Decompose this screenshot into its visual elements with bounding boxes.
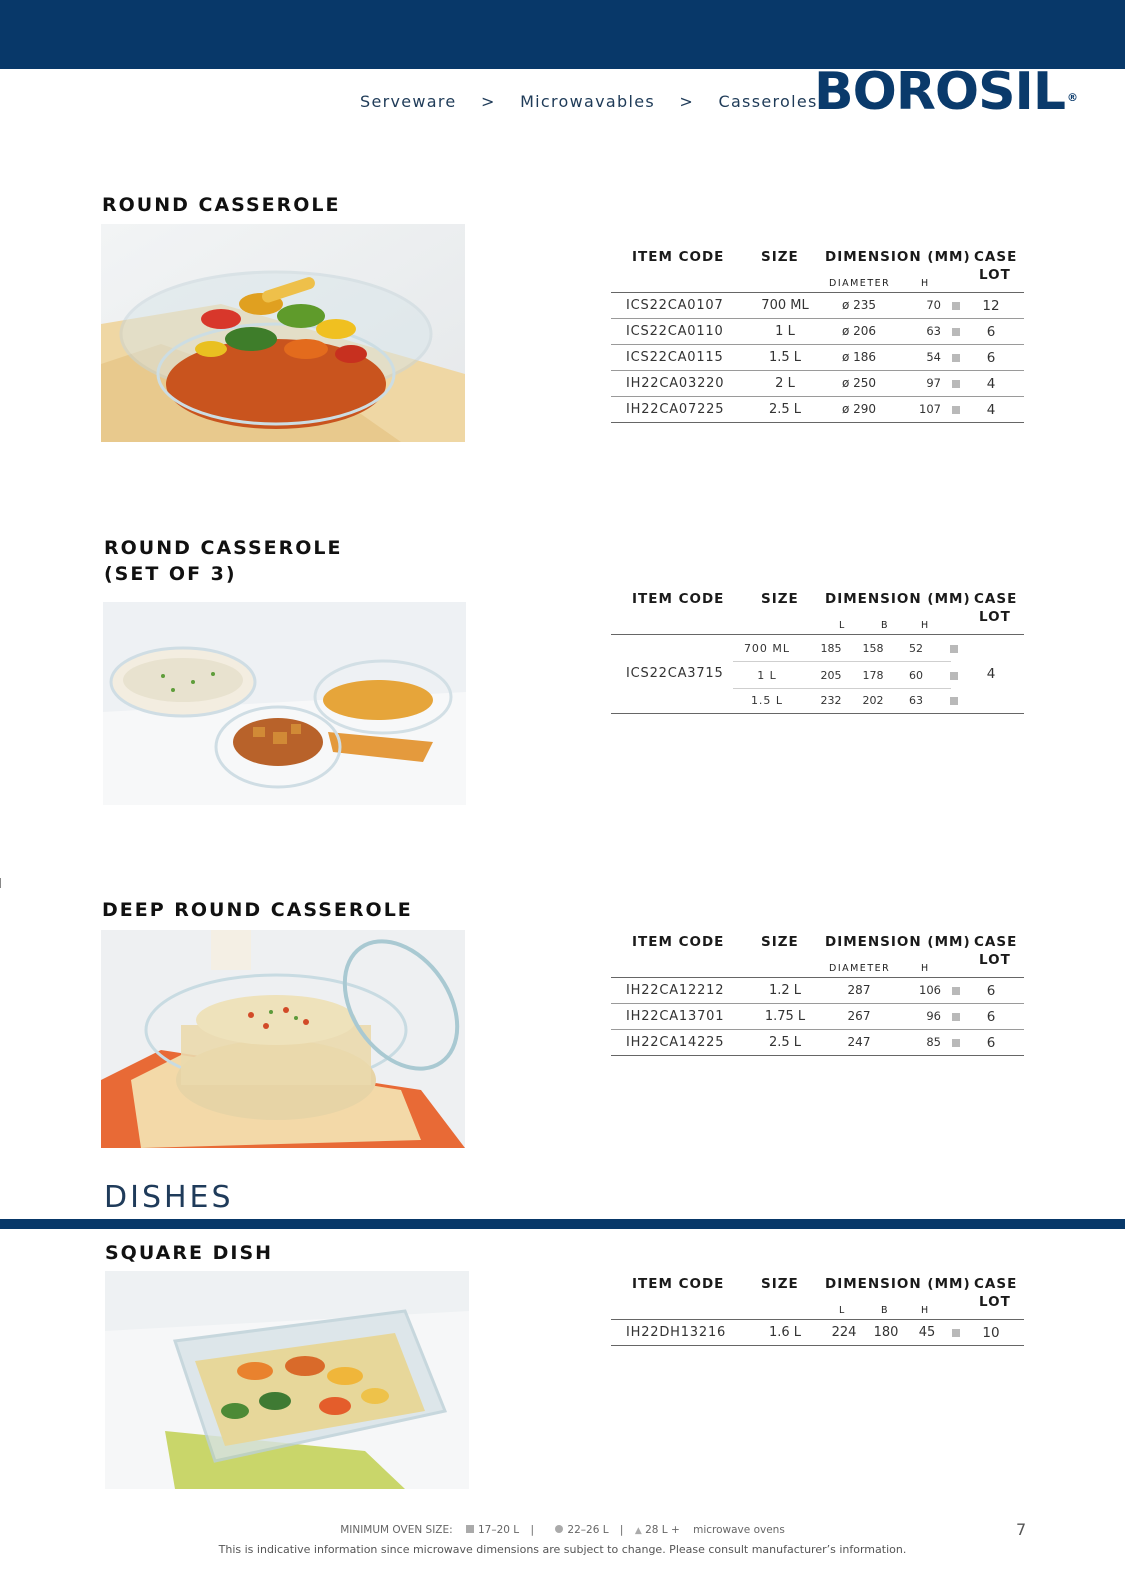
- oven-size-square-icon: [952, 1039, 960, 1047]
- sub-l: L: [839, 620, 846, 631]
- dishes-divider-bar: [0, 1219, 1125, 1229]
- col-item-code: ITEM CODE: [632, 934, 725, 950]
- disclaimer: This is indicative information since microwave dimensions are subject to change. Please consult manufacturer’s information.: [218, 1543, 907, 1556]
- height: 85: [926, 1035, 941, 1049]
- oven-size-square-icon: [952, 1013, 960, 1021]
- sub-diameter: DIAMETER: [829, 278, 891, 289]
- case-lot: 6: [986, 1009, 996, 1025]
- col-lot: LOT: [979, 1294, 1011, 1310]
- size: 2.5 L: [768, 402, 802, 417]
- item-code: IH22DH13216: [626, 1325, 727, 1340]
- case-lot: 4: [986, 376, 996, 392]
- oven-size-square-icon: [952, 354, 960, 362]
- item-code: IH22CA07225: [626, 402, 725, 417]
- legend-opt-3: 28 L +: [645, 1524, 680, 1536]
- item-code: ICS22CA0107: [626, 298, 724, 313]
- breadcrumb-item-microwavables[interactable]: Microwavables: [520, 92, 655, 111]
- breadth: 180: [873, 1325, 899, 1340]
- col-case: CASE: [974, 1276, 1018, 1292]
- title-line: (SET OF 3): [104, 563, 237, 585]
- item-code: ICS22CA0110: [626, 324, 724, 339]
- spec-table-square-dish: [611, 1276, 1024, 1346]
- size: 1 L: [757, 669, 777, 682]
- breadth: 202: [862, 694, 884, 707]
- length: 205: [820, 669, 842, 682]
- height: 106: [919, 983, 941, 997]
- diameter: 247: [847, 1035, 871, 1049]
- case-lot: 12: [982, 298, 1000, 314]
- registered-mark: ®: [1067, 91, 1078, 104]
- oven-size-square-icon: [952, 328, 960, 336]
- table-header: [611, 249, 1024, 293]
- height: 54: [926, 350, 941, 364]
- col-size: SIZE: [761, 1276, 799, 1292]
- size: 1.5 L: [768, 350, 802, 365]
- col-case: CASE: [974, 591, 1018, 607]
- sub-h: H: [921, 278, 930, 289]
- sub-b: B: [881, 620, 890, 631]
- height: 96: [926, 1009, 941, 1023]
- col-size: SIZE: [761, 249, 799, 265]
- table-row: [611, 1004, 1024, 1030]
- col-size: SIZE: [761, 591, 799, 607]
- set-size-row: [733, 661, 951, 689]
- oven-size-square-icon: [950, 672, 958, 680]
- set-size-row: [733, 635, 951, 661]
- diameter: ø 206: [841, 324, 877, 338]
- diameter: ø 290: [841, 402, 877, 416]
- item-code: IH22CA14225: [626, 1035, 725, 1050]
- case-lot: 6: [986, 324, 996, 340]
- sub-h: H: [921, 1305, 930, 1316]
- breadth: 178: [862, 669, 884, 682]
- section-title-square-dish: SQUARE DISH: [105, 1242, 274, 1264]
- page-number: 7: [1016, 1520, 1027, 1539]
- set-size-row: [733, 687, 951, 713]
- diameter: ø 250: [841, 376, 877, 390]
- spec-table-deep-round-casserole: [611, 934, 1024, 1056]
- table-row: [611, 978, 1024, 1004]
- size: 700 ML: [743, 642, 791, 655]
- col-case: CASE: [974, 934, 1018, 950]
- breadcrumb-item-casseroles[interactable]: Casseroles: [718, 92, 818, 111]
- length: 185: [820, 642, 842, 655]
- col-dimension: DIMENSION (MM): [825, 934, 971, 950]
- legend-label: MINIMUM OVEN SIZE:: [340, 1524, 453, 1536]
- circle-icon: [555, 1525, 563, 1533]
- case-lot: 6: [986, 983, 996, 999]
- item-code: ICS22CA3715: [626, 666, 724, 681]
- size: 2.5 L: [768, 1035, 802, 1050]
- breadth: 158: [862, 642, 884, 655]
- sub-l: L: [839, 1305, 846, 1316]
- set-table-body: [611, 635, 1024, 714]
- deep-casserole-rice-photo: [101, 930, 465, 1148]
- height: 52: [909, 642, 923, 655]
- height: 63: [926, 324, 941, 338]
- section-title-round-casserole-set: [104, 535, 343, 587]
- item-code: IH22CA12212: [626, 983, 725, 998]
- height: 107: [919, 402, 941, 416]
- diameter: 287: [847, 983, 871, 997]
- triangle-icon: ▲: [634, 1526, 642, 1536]
- title-line: ROUND CASSEROLE: [104, 537, 343, 559]
- size: 1.6 L: [768, 1325, 802, 1340]
- size: 1.5 L: [750, 694, 784, 707]
- oven-size-square-icon: [952, 1329, 960, 1337]
- table-row: [611, 397, 1024, 423]
- brand-logo: [814, 62, 1077, 122]
- breadcrumb-item-serveware[interactable]: Serveware: [360, 92, 457, 111]
- table-row: [611, 345, 1024, 371]
- col-dimension: DIMENSION (MM): [825, 249, 971, 265]
- top-banner: [0, 0, 1125, 69]
- spec-table-round-casserole: [611, 249, 1024, 423]
- sub-h: H: [921, 963, 930, 974]
- square-dish-vegetables-photo: [105, 1271, 469, 1489]
- height: 70: [926, 298, 941, 312]
- diameter: 267: [847, 1009, 871, 1023]
- size: 700 ML: [761, 298, 809, 313]
- case-lot: 4: [986, 402, 996, 418]
- height: 97: [926, 376, 941, 390]
- col-lot: LOT: [979, 267, 1011, 283]
- col-dimension: DIMENSION (MM): [825, 1276, 971, 1292]
- breadcrumb-separator: >: [480, 92, 496, 111]
- height: 63: [909, 694, 923, 707]
- table-row: [611, 1030, 1024, 1056]
- col-item-code: ITEM CODE: [632, 1276, 725, 1292]
- height: 60: [909, 669, 923, 682]
- oven-size-square-icon: [950, 645, 958, 653]
- glass-casserole-vegetables-photo: [101, 224, 465, 442]
- table-header: [611, 934, 1024, 978]
- table-header: [611, 1276, 1024, 1320]
- table-row: [611, 293, 1024, 319]
- logo-text: BOROSIL: [814, 62, 1066, 122]
- edge-mark: [0, 878, 1, 888]
- sub-diameter: DIAMETER: [829, 963, 891, 974]
- table-header: [611, 591, 1024, 635]
- item-code: IH22CA03220: [626, 376, 725, 391]
- size: 1.2 L: [768, 983, 802, 998]
- legend-suffix: microwave ovens: [693, 1524, 785, 1536]
- dishes-heading: DISHES: [104, 1180, 234, 1215]
- item-code: ICS22CA0115: [626, 350, 724, 365]
- sub-b: B: [881, 1305, 890, 1316]
- size: 1.75 L: [764, 1009, 806, 1024]
- legend-opt-1: 17–20 L: [478, 1524, 520, 1536]
- table-row: [611, 319, 1024, 345]
- oven-size-legend: [0, 1524, 1125, 1536]
- col-item-code: ITEM CODE: [632, 591, 725, 607]
- case-lot: 6: [986, 1035, 996, 1051]
- oven-size-square-icon: [950, 697, 958, 705]
- legend-separator: |: [530, 1524, 535, 1536]
- spec-table-round-casserole-set: [611, 591, 1024, 714]
- case-lot: 6: [986, 350, 996, 366]
- col-item-code: ITEM CODE: [632, 249, 725, 265]
- case-lot: 10: [982, 1325, 1000, 1341]
- oven-size-square-icon: [952, 302, 960, 310]
- diameter: ø 186: [841, 350, 877, 364]
- section-title-deep-round-casserole: DEEP ROUND CASSEROLE: [102, 899, 413, 921]
- section-title-round-casserole: ROUND CASSEROLE: [102, 194, 341, 216]
- set-of-three-casseroles-photo: [103, 602, 466, 805]
- legend-separator: |: [619, 1524, 624, 1536]
- col-lot: LOT: [979, 952, 1011, 968]
- height: 45: [918, 1325, 936, 1340]
- col-lot: LOT: [979, 609, 1011, 625]
- oven-size-square-icon: [952, 380, 960, 388]
- table-row: [611, 1320, 1024, 1346]
- size: 1 L: [775, 324, 795, 339]
- table-row: [611, 371, 1024, 397]
- sub-h: H: [921, 620, 930, 631]
- item-code: IH22CA13701: [626, 1009, 725, 1024]
- square-icon: [466, 1525, 474, 1533]
- col-case: CASE: [974, 249, 1018, 265]
- case-lot: 4: [986, 666, 996, 682]
- size: 2 L: [775, 376, 795, 391]
- length: 224: [831, 1325, 857, 1340]
- oven-size-square-icon: [952, 406, 960, 414]
- legend-opt-2: 22–26 L: [567, 1524, 609, 1536]
- diameter: ø 235: [841, 298, 877, 312]
- breadcrumb: [360, 92, 818, 111]
- breadcrumb-separator: >: [679, 92, 695, 111]
- col-dimension: DIMENSION (MM): [825, 591, 971, 607]
- oven-size-square-icon: [952, 987, 960, 995]
- col-size: SIZE: [761, 934, 799, 950]
- length: 232: [820, 694, 842, 707]
